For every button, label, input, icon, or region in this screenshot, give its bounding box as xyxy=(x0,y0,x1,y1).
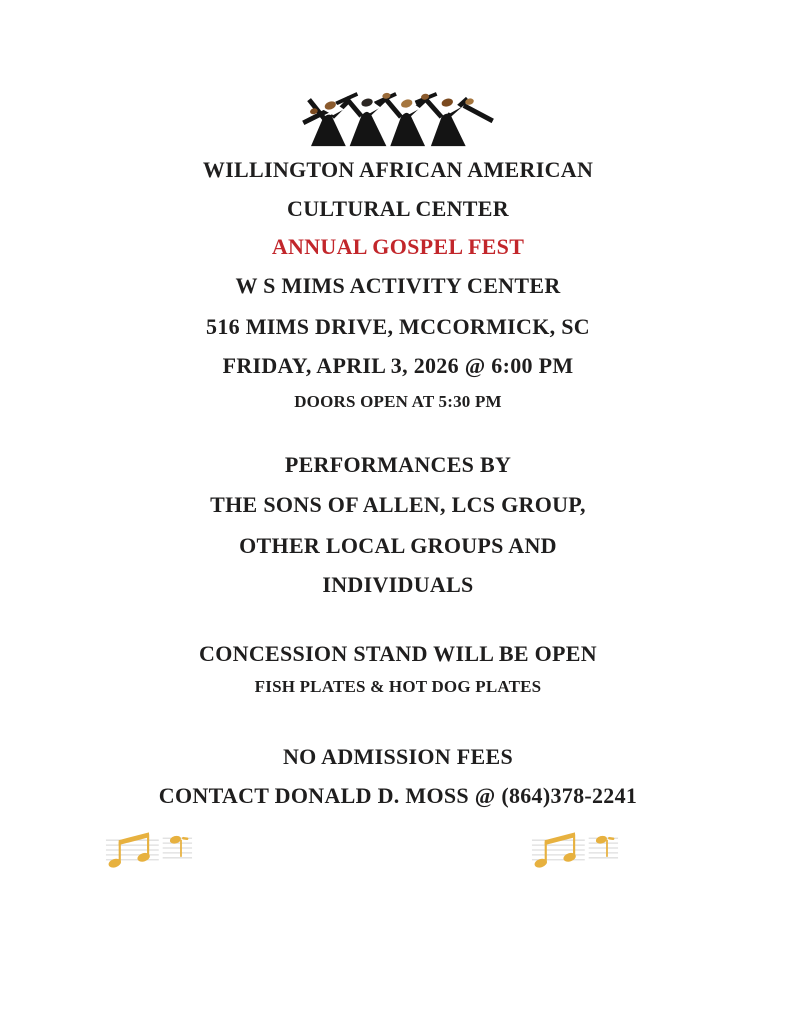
org-name-line1: WILLINGTON AFRICAN AMERICAN xyxy=(202,157,594,182)
contact-info: CONTACT DONALD D. MOSS @ (864)378-2241 xyxy=(158,783,638,808)
gospel-choir-icon xyxy=(299,90,497,148)
music-notes-icon-right xyxy=(530,827,620,871)
beamed-eighth-notes xyxy=(107,832,150,869)
event-datetime: FRIDAY, APRIL 3, 2026 @ 6:00 PM xyxy=(222,353,574,378)
event-address: 516 MIMS DRIVE, MCCORMICK, SC xyxy=(206,314,590,339)
admission-fees: NO ADMISSION FEES xyxy=(282,744,514,769)
music-notes-icon-left xyxy=(104,827,194,871)
performances-intro: PERFORMANCES BY xyxy=(284,452,512,477)
org-name-line2: CULTURAL CENTER xyxy=(287,196,509,221)
concessions-headline: CONCESSION STAND WILL BE OPEN xyxy=(199,641,597,666)
performances-line3: OTHER LOCAL GROUPS AND xyxy=(239,533,557,558)
event-title: ANNUAL GOSPEL FEST xyxy=(271,234,525,259)
concessions-menu: FISH PLATES & HOT DOG PLATES xyxy=(254,677,542,696)
event-venue: W S MIMS ACTIVITY CENTER xyxy=(235,273,561,298)
performances-line2: THE SONS OF ALLEN, LCS GROUP, xyxy=(210,492,586,517)
event-doors-open: DOORS OPEN AT 5:30 PM xyxy=(294,392,502,411)
performances-line4: INDIVIDUALS xyxy=(322,572,474,597)
beamed-eighth-notes xyxy=(533,832,576,869)
